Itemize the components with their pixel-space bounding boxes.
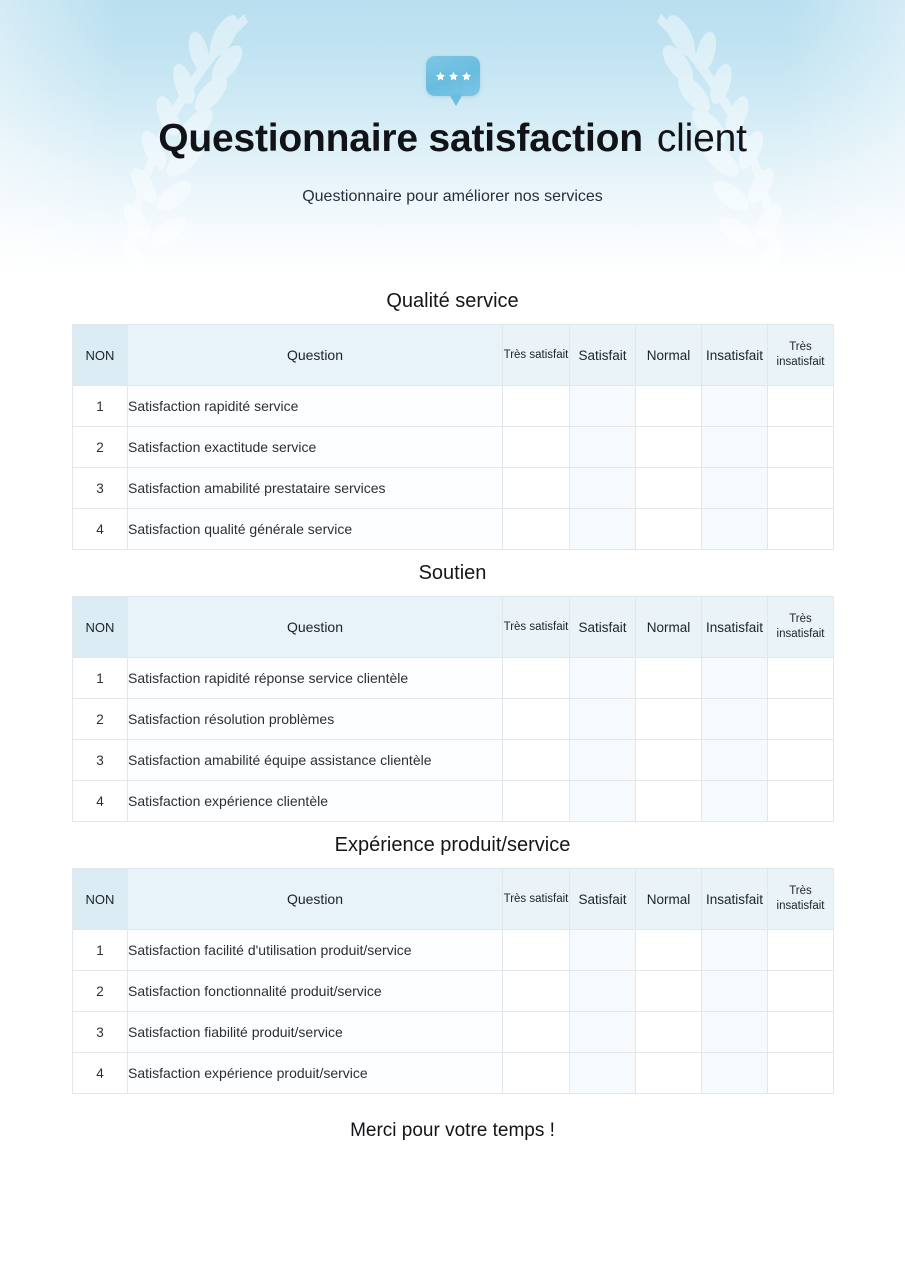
table-header-row [73, 597, 834, 658]
question-text: Satisfaction expérience clientèle [128, 781, 503, 822]
answer-cell[interactable] [503, 740, 570, 781]
table-header-row [73, 869, 834, 930]
answer-cell[interactable] [636, 468, 702, 509]
section-title: Qualité service [386, 290, 519, 312]
answer-cell[interactable] [503, 386, 570, 427]
column-header-option: Très insatisfait [768, 869, 834, 930]
survey-table-wrapper [0, 324, 905, 550]
column-header-question: Question [128, 597, 503, 658]
page-title [0, 112, 905, 166]
answer-cell[interactable] [570, 1053, 636, 1094]
star-icon [435, 71, 446, 82]
answer-cell[interactable] [702, 781, 768, 822]
row-number: 1 [73, 386, 128, 427]
row-number: 4 [73, 781, 128, 822]
answer-cell[interactable] [702, 427, 768, 468]
speech-bubble-three-stars-icon [426, 56, 480, 100]
answer-cell[interactable] [503, 971, 570, 1012]
answer-cell[interactable] [768, 971, 834, 1012]
answer-cell[interactable] [768, 781, 834, 822]
section-title: Expérience produit/service [334, 834, 571, 856]
table-row [73, 427, 834, 468]
survey-section [0, 278, 905, 550]
question-text: Satisfaction expérience produit/service [128, 1053, 503, 1094]
column-header-option: Normal [636, 869, 702, 930]
answer-cell[interactable] [636, 971, 702, 1012]
answer-cell[interactable] [503, 427, 570, 468]
table-row [73, 1053, 834, 1094]
answer-cell[interactable] [702, 930, 768, 971]
answer-cell[interactable] [702, 658, 768, 699]
answer-cell[interactable] [570, 781, 636, 822]
survey-section [0, 822, 905, 1094]
answer-cell[interactable] [636, 1012, 702, 1053]
answer-cell[interactable] [768, 699, 834, 740]
answer-cell[interactable] [636, 386, 702, 427]
table-header-row [73, 325, 834, 386]
answer-cell[interactable] [503, 468, 570, 509]
column-header-question: Question [128, 869, 503, 930]
column-header-option: Très satisfait [503, 597, 570, 658]
answer-cell[interactable] [503, 658, 570, 699]
answer-cell[interactable] [768, 1053, 834, 1094]
answer-cell[interactable] [570, 427, 636, 468]
answer-cell[interactable] [702, 1012, 768, 1053]
answer-cell[interactable] [768, 427, 834, 468]
answer-cell[interactable] [702, 468, 768, 509]
table-row [73, 740, 834, 781]
question-text: Satisfaction fonctionnalité produit/service [128, 971, 503, 1012]
answer-cell[interactable] [702, 971, 768, 1012]
column-header-option: Satisfait [570, 869, 636, 930]
column-header-option: Satisfait [570, 597, 636, 658]
answer-cell[interactable] [636, 699, 702, 740]
answer-cell[interactable] [503, 509, 570, 550]
answer-cell[interactable] [636, 658, 702, 699]
answer-cell[interactable] [702, 386, 768, 427]
thanks-note: Merci pour votre temps ! [350, 1120, 555, 1141]
column-header-option: Très insatisfait [768, 597, 834, 658]
table-row [73, 468, 834, 509]
column-header-option: Insatisfait [702, 869, 768, 930]
column-header-option: Très insatisfait [768, 325, 834, 386]
column-header-non: NON [73, 869, 128, 930]
answer-cell[interactable] [503, 1012, 570, 1053]
answer-cell[interactable] [768, 658, 834, 699]
answer-cell[interactable] [570, 971, 636, 1012]
row-number: 2 [73, 427, 128, 468]
row-number: 4 [73, 509, 128, 550]
survey-table-wrapper [0, 596, 905, 822]
answer-cell[interactable] [636, 781, 702, 822]
answer-cell[interactable] [768, 468, 834, 509]
answer-cell[interactable] [702, 740, 768, 781]
question-text: Satisfaction rapidité service [128, 386, 503, 427]
answer-cell[interactable] [636, 930, 702, 971]
question-text: Satisfaction rapidité réponse service clientèle [128, 658, 503, 699]
question-text: Satisfaction exactitude service [128, 427, 503, 468]
section-title: Soutien [418, 562, 487, 584]
column-header-option: Normal [636, 325, 702, 386]
answer-cell[interactable] [503, 930, 570, 971]
answer-cell[interactable] [768, 386, 834, 427]
answer-cell[interactable] [768, 740, 834, 781]
row-number: 3 [73, 1012, 128, 1053]
column-header-option: Très satisfait [503, 869, 570, 930]
answer-cell[interactable] [570, 930, 636, 971]
page-title-main: Questionnaire satisfaction [158, 117, 643, 160]
answer-cell[interactable] [503, 781, 570, 822]
answer-cell[interactable] [570, 468, 636, 509]
answer-cell[interactable] [503, 1053, 570, 1094]
answer-cell[interactable] [636, 1053, 702, 1094]
table-row [73, 386, 834, 427]
row-number: 3 [73, 468, 128, 509]
table-row [73, 930, 834, 971]
row-number: 1 [73, 930, 128, 971]
page-title-suffix: client [656, 117, 747, 160]
answer-cell[interactable] [768, 1012, 834, 1053]
column-header-non: NON [73, 597, 128, 658]
survey-table [72, 324, 834, 550]
question-text: Satisfaction résolution problèmes [128, 699, 503, 740]
page-header [0, 0, 905, 278]
table-row [73, 1012, 834, 1053]
survey-section [0, 550, 905, 822]
answer-cell[interactable] [636, 509, 702, 550]
column-header-option: Insatisfait [702, 597, 768, 658]
answer-cell[interactable] [636, 740, 702, 781]
answer-cell[interactable] [570, 386, 636, 427]
row-number: 4 [73, 1053, 128, 1094]
answer-cell[interactable] [702, 509, 768, 550]
answer-cell[interactable] [503, 699, 570, 740]
table-row [73, 781, 834, 822]
answer-cell[interactable] [702, 699, 768, 740]
answer-cell[interactable] [702, 1053, 768, 1094]
column-header-option: Satisfait [570, 325, 636, 386]
answer-cell[interactable] [768, 930, 834, 971]
column-header-option: Normal [636, 597, 702, 658]
survey-table [72, 596, 834, 822]
survey-sections [0, 278, 905, 1094]
table-row [73, 658, 834, 699]
column-header-option: Insatisfait [702, 325, 768, 386]
survey-table [72, 868, 834, 1094]
answer-cell[interactable] [570, 1012, 636, 1053]
question-text: Satisfaction amabilité équipe assistance clientèle [128, 740, 503, 781]
table-row [73, 971, 834, 1012]
survey-table-wrapper [0, 868, 905, 1094]
row-number: 1 [73, 658, 128, 699]
answer-cell[interactable] [570, 658, 636, 699]
column-header-option: Très satisfait [503, 325, 570, 386]
question-text: Satisfaction facilité d'utilisation produit/service [128, 930, 503, 971]
column-header-non: NON [73, 325, 128, 386]
table-row [73, 699, 834, 740]
question-text: Satisfaction fiabilité produit/service [128, 1012, 503, 1053]
page-subtitle: Questionnaire pour améliorer nos services [302, 188, 603, 205]
answer-cell[interactable] [768, 509, 834, 550]
column-header-question: Question [128, 325, 503, 386]
answer-cell[interactable] [570, 699, 636, 740]
answer-cell[interactable] [570, 740, 636, 781]
question-text: Satisfaction amabilité prestataire services [128, 468, 503, 509]
row-number: 2 [73, 699, 128, 740]
answer-cell[interactable] [570, 509, 636, 550]
answer-cell[interactable] [636, 427, 702, 468]
star-icon [448, 71, 459, 82]
star-icon [461, 71, 472, 82]
row-number: 3 [73, 740, 128, 781]
question-text: Satisfaction qualité générale service [128, 509, 503, 550]
table-row [73, 509, 834, 550]
row-number: 2 [73, 971, 128, 1012]
